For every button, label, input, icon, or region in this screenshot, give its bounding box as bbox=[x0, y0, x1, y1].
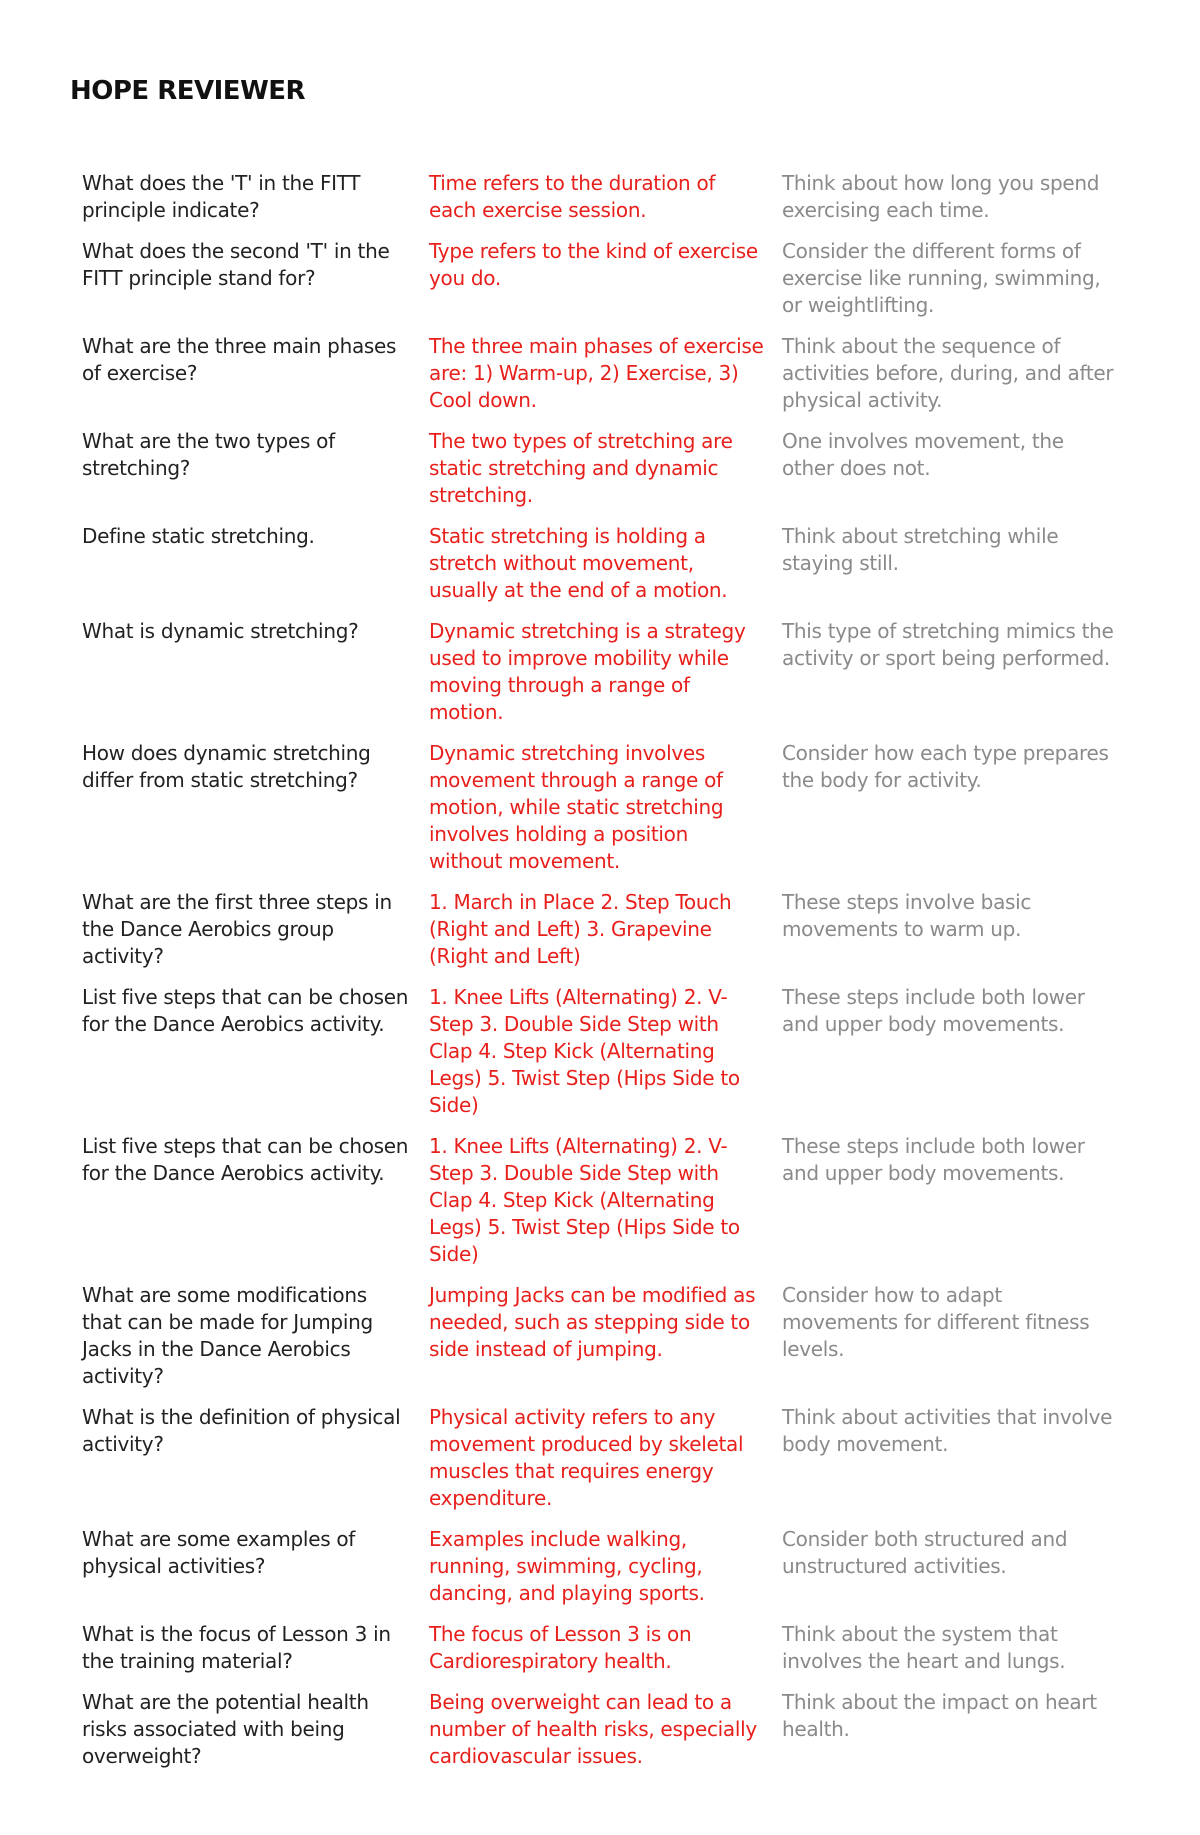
table-row bbox=[70, 523, 1130, 604]
answer-cell: 1. Knee Lifts (Alternating) 2. V-Step 3. Double Side Step with Clap 4. Step Kick (Alternating Legs) 5. Twist Step (Hips Side to Side) bbox=[429, 1134, 740, 1266]
question-cell: List five steps that can be chosen for the Dance Aerobics activity. bbox=[82, 1134, 409, 1185]
answer-cell: Being overweight can lead to a number of health risks, especially cardiovascular issues. bbox=[429, 1690, 757, 1768]
table-row bbox=[70, 1133, 1130, 1268]
hint-cell: Consider how each type prepares the body for activity. bbox=[782, 741, 1109, 792]
question-cell: List five steps that can be chosen for the Dance Aerobics activity. bbox=[82, 985, 409, 1036]
answer-cell: The two types of stretching are static stretching and dynamic stretching. bbox=[429, 429, 733, 507]
hint-cell: Think about the impact on heart health. bbox=[782, 1690, 1097, 1741]
question-cell: What are the potential health risks associated with being overweight? bbox=[82, 1690, 369, 1768]
table-row bbox=[70, 618, 1130, 726]
hint-cell: Think about activities that involve body movement. bbox=[782, 1405, 1113, 1456]
table-row bbox=[70, 1621, 1130, 1675]
question-cell: What are the first three steps in the Dance Aerobics group activity? bbox=[82, 890, 392, 968]
answer-cell: Type refers to the kind of exercise you do. bbox=[429, 239, 758, 290]
question-cell: What are the three main phases of exercise? bbox=[82, 334, 397, 385]
table-row bbox=[70, 740, 1130, 875]
answer-cell: Dynamic stretching is a strategy used to improve mobility while moving through a range of motion. bbox=[429, 619, 746, 724]
question-cell: What are some examples of physical activities? bbox=[82, 1527, 356, 1578]
question-cell: What is dynamic stretching? bbox=[82, 619, 359, 643]
answer-cell: 1. March in Place 2. Step Touch (Right and Left) 3. Grapevine (Right and Left) bbox=[429, 890, 732, 968]
answer-cell: Jumping Jacks can be modified as needed, such as stepping side to side instead of jumping. bbox=[429, 1283, 756, 1361]
table-row bbox=[70, 1689, 1130, 1770]
table-row bbox=[70, 889, 1130, 970]
answer-cell: Examples include walking, running, swimming, cycling, dancing, and playing sports. bbox=[429, 1527, 705, 1605]
hint-cell: Consider the different forms of exercise like running, swimming, or weightlifting. bbox=[782, 239, 1101, 317]
question-cell: What are some modifications that can be made for Jumping Jacks in the Dance Aerobics activity? bbox=[82, 1283, 373, 1388]
hint-cell: One involves movement, the other does not. bbox=[782, 429, 1064, 480]
qa-table bbox=[70, 170, 1130, 1784]
hint-cell: Think about the sequence of activities before, during, and after physical activity. bbox=[782, 334, 1114, 412]
hint-cell: Think about stretching while staying still. bbox=[782, 524, 1059, 575]
table-row bbox=[70, 428, 1130, 509]
hint-cell: These steps involve basic movements to warm up. bbox=[782, 890, 1032, 941]
answer-cell: Time refers to the duration of each exercise session. bbox=[429, 171, 716, 222]
answer-cell: The three main phases of exercise are: 1) Warm-up, 2) Exercise, 3) Cool down. bbox=[429, 334, 764, 412]
question-cell: What are the two types of stretching? bbox=[82, 429, 335, 480]
question-cell: How does dynamic stretching differ from static stretching? bbox=[82, 741, 371, 792]
question-cell: Define static stretching. bbox=[82, 524, 315, 548]
answer-cell: Static stretching is holding a stretch without movement, usually at the end of a motion. bbox=[429, 524, 728, 602]
answer-cell: Dynamic stretching involves movement through a range of motion, while static stretching involves holding a position without movement. bbox=[429, 741, 724, 873]
question-cell: What does the 'T' in the FITT principle indicate? bbox=[82, 171, 361, 222]
table-row bbox=[70, 170, 1130, 224]
document-title: HOPE REVIEWER bbox=[70, 76, 306, 106]
hint-cell: Consider both structured and unstructured activities. bbox=[782, 1527, 1068, 1578]
question-cell: What does the second 'T' in the FITT principle stand for? bbox=[82, 239, 390, 290]
hint-cell: Think about how long you spend exercising each time. bbox=[782, 171, 1100, 222]
hint-cell: These steps include both lower and upper body movements. bbox=[782, 985, 1085, 1036]
hint-cell: Consider how to adapt movements for different fitness levels. bbox=[782, 1283, 1090, 1361]
table-row bbox=[70, 1526, 1130, 1607]
question-cell: What is the focus of Lesson 3 in the training material? bbox=[82, 1622, 391, 1673]
answer-cell: The focus of Lesson 3 is on Cardiorespiratory health. bbox=[429, 1622, 692, 1673]
answer-cell: Physical activity refers to any movement produced by skeletal muscles that requires energy expenditure. bbox=[429, 1405, 744, 1510]
table-row bbox=[70, 1404, 1130, 1512]
table-row bbox=[70, 238, 1130, 319]
answer-cell: 1. Knee Lifts (Alternating) 2. V-Step 3. Double Side Step with Clap 4. Step Kick (Alternating Legs) 5. Twist Step (Hips Side to Side) bbox=[429, 985, 740, 1117]
table-row bbox=[70, 333, 1130, 414]
hint-cell: These steps include both lower and upper body movements. bbox=[782, 1134, 1085, 1185]
hint-cell: Think about the system that involves the heart and lungs. bbox=[782, 1622, 1066, 1673]
question-cell: What is the definition of physical activity? bbox=[82, 1405, 401, 1456]
hint-cell: This type of stretching mimics the activity or sport being performed. bbox=[782, 619, 1114, 670]
table-row bbox=[70, 984, 1130, 1119]
table-row bbox=[70, 1282, 1130, 1390]
